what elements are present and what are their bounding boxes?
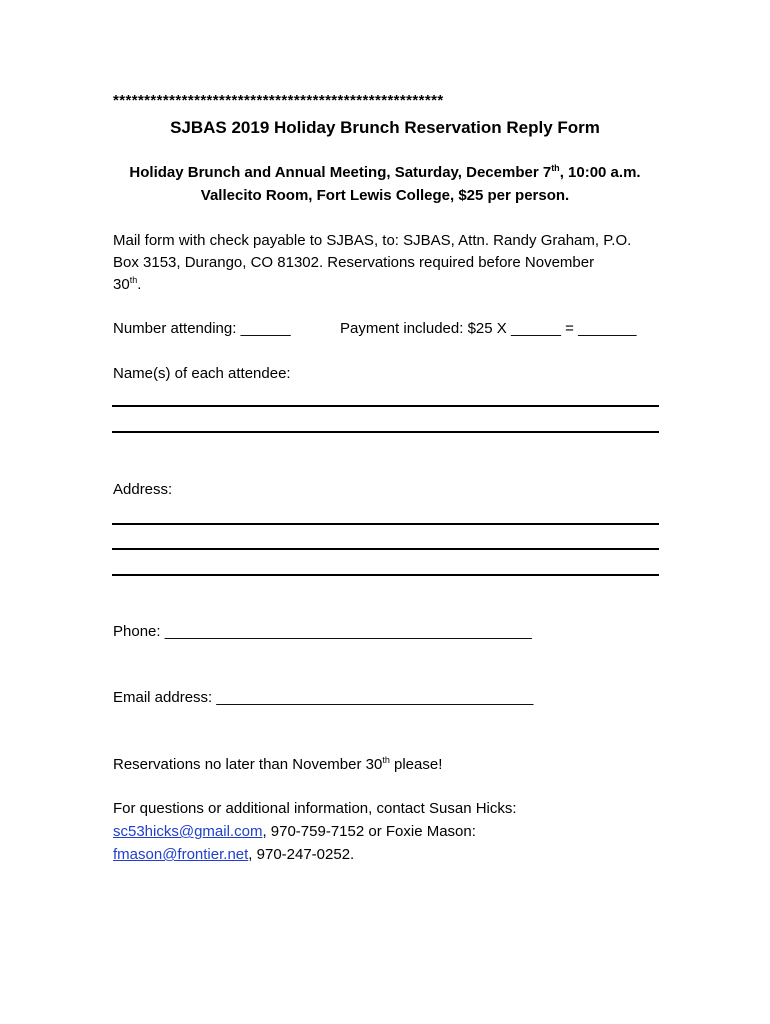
- contact-line3: [113, 846, 354, 863]
- attendee-name-line-2[interactable]: [112, 431, 659, 433]
- contact-line1: For questions or additional information, contact Susan Hicks:: [113, 800, 517, 817]
- contact-email-link-susan[interactable]: sc53hicks@gmail.com: [113, 823, 263, 840]
- form-title: SJBAS 2019 Holiday Brunch Reservation Reply Form: [170, 118, 600, 137]
- contact-phone-susan: , 970-759-7152 or Foxie Mason:: [262, 823, 476, 840]
- address-line-2[interactable]: [112, 548, 659, 550]
- event-details-line1: [0, 164, 770, 181]
- mail-deadline-suffix: th: [129, 275, 138, 285]
- attendee-names-label: Name(s) of each attendee:: [113, 365, 291, 382]
- address-line-1[interactable]: [112, 523, 659, 525]
- mail-deadline-day: 30: [113, 276, 130, 293]
- attendee-name-line-1[interactable]: [112, 405, 659, 407]
- contact-phone-foxie: , 970-247-0252.: [248, 846, 355, 863]
- mail-instructions-line2: Box 3153, Durango, CO 81302. Reservations required before November: [113, 254, 595, 271]
- mail-instructions-line1: Mail form with check payable to SJBAS, to: SJBAS, Attn. Randy Graham, P.O.: [113, 232, 632, 249]
- email-field[interactable]: Email address: ______________________________________: [113, 689, 534, 706]
- phone-field[interactable]: Phone: ____________________________________________: [113, 623, 532, 640]
- event-date-suffix: th: [551, 163, 560, 173]
- reservation-deadline-text: Reservations no later than November 30: [113, 756, 383, 773]
- contact-email-link-foxie[interactable]: fmason@frontier.net: [113, 846, 249, 863]
- number-attending-field[interactable]: Number attending: ______: [113, 320, 291, 337]
- event-details-line1-text: Holiday Brunch and Annual Meeting, Saturday, December 7: [129, 164, 552, 181]
- star-divider: *****************************************************: [113, 92, 444, 109]
- reservation-deadline: [113, 756, 442, 773]
- payment-included-field[interactable]: Payment included: $25 X ______ = _______: [340, 320, 637, 337]
- reservation-deadline-suffix: th: [382, 755, 390, 765]
- address-label: Address:: [113, 481, 173, 498]
- contact-line2: [113, 823, 476, 840]
- mail-deadline-period: .: [137, 276, 142, 293]
- mail-instructions-line3: [113, 276, 141, 293]
- event-time: , 10:00 a.m.: [559, 164, 641, 181]
- address-line-3[interactable]: [112, 574, 659, 576]
- event-details-line2: Vallecito Room, Fort Lewis College, $25 per person.: [200, 187, 570, 204]
- reservation-deadline-post: please!: [389, 756, 443, 773]
